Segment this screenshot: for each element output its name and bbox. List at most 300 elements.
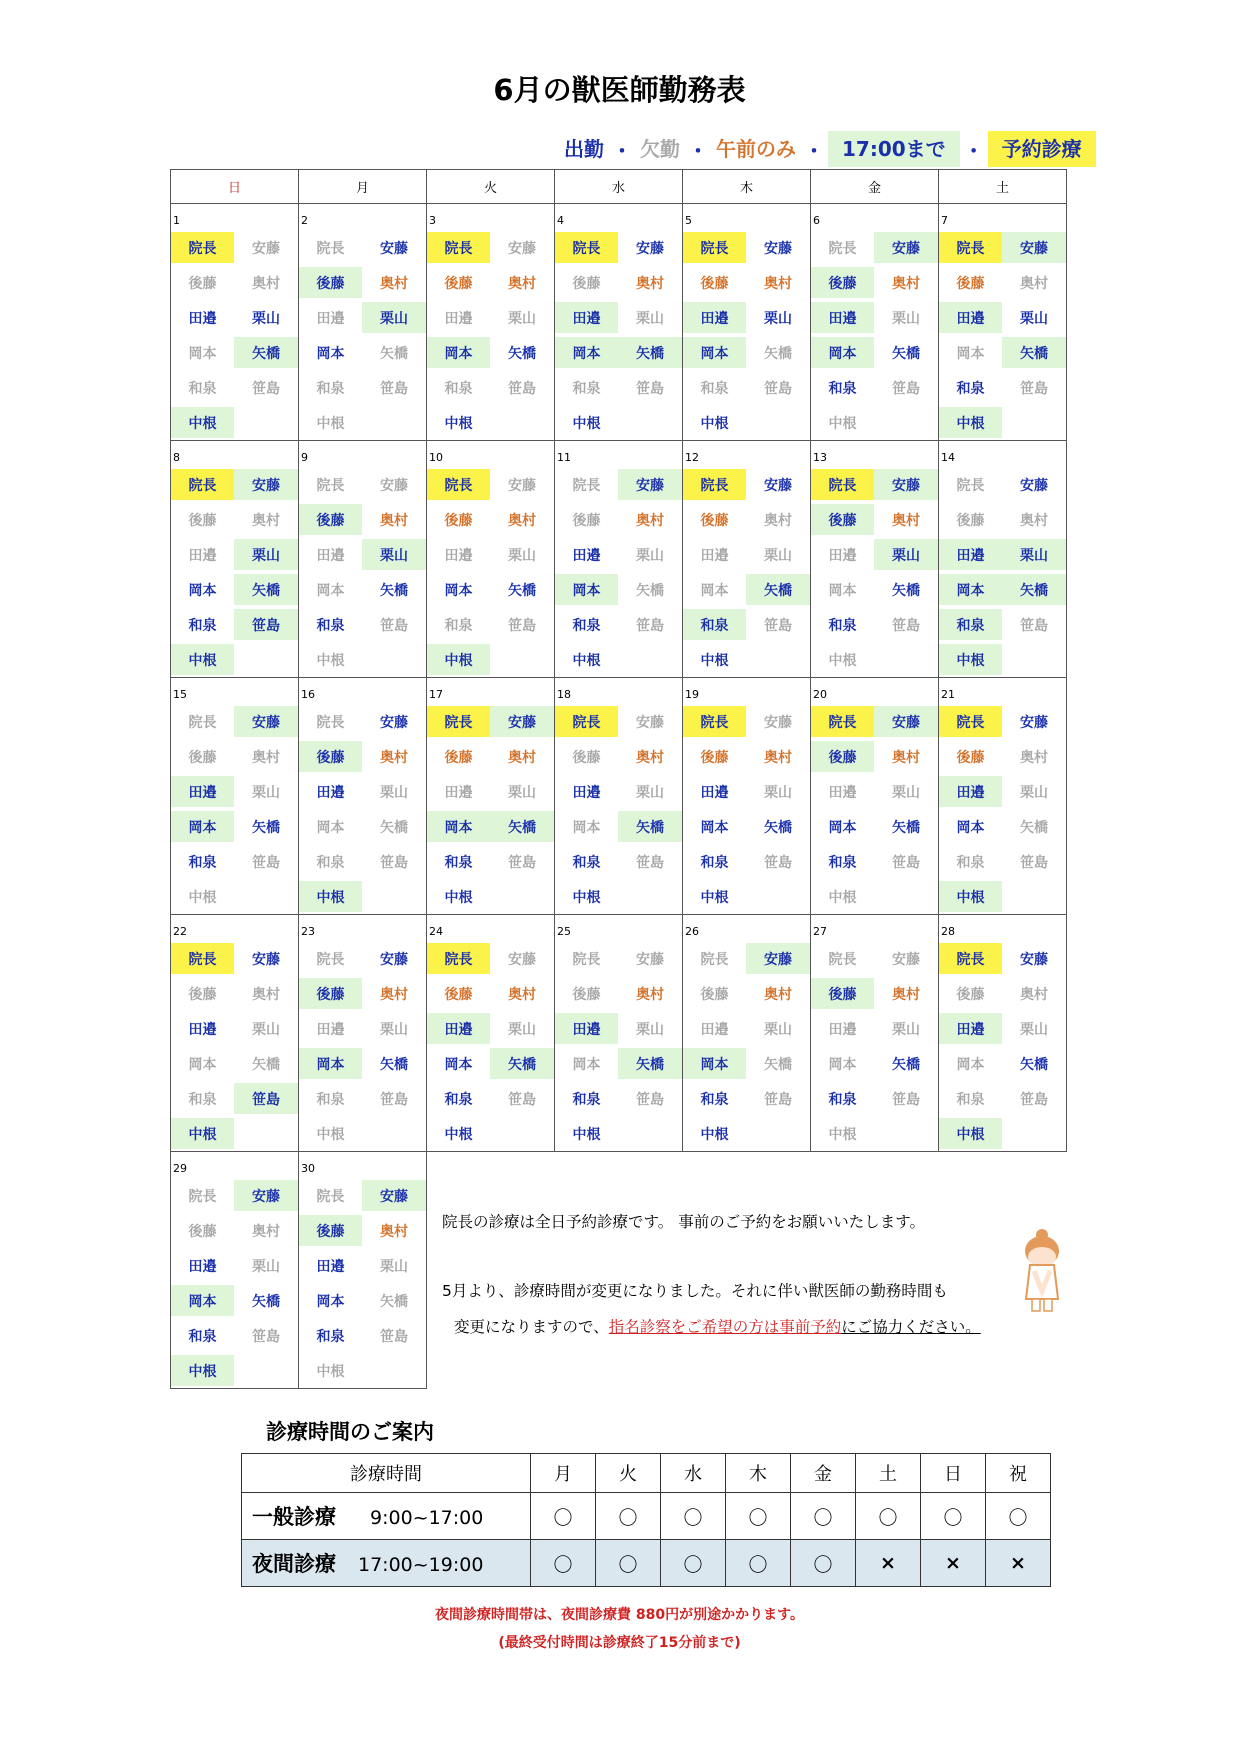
doctor-name: 矢橋 [380,345,408,362]
day-cell [939,441,1067,678]
doctor-name: 笹島 [1020,617,1048,634]
hours-day-header: 祝 [986,1454,1051,1493]
doctor-name: 矢橋 [234,574,298,605]
day-number: 3 [429,214,436,227]
doctor-name: 後藤 [188,986,217,1003]
doctor-name: 中根 [444,1126,473,1143]
weekday-header: 金 [811,170,939,204]
hours-header-row [242,1454,1051,1493]
doctor-name: 笹島 [380,1091,408,1108]
doctor-name: 安藤 [636,714,664,731]
doctor-name: 奥村 [1020,749,1048,766]
hours-day-header: 木 [726,1454,791,1493]
hours-row-label [242,1540,531,1587]
doctor-name: 栗山 [636,1021,664,1038]
day-cell [299,1152,427,1389]
doctor-name: 岡本 [555,574,618,605]
doctor-name: 後藤 [700,749,729,766]
doctor-name: 笹島 [252,854,280,871]
doctor-name: 栗山 [252,310,280,327]
doctor-name: 奥村 [252,986,280,1003]
doctor-name: 安藤 [1002,232,1066,263]
doctor-name: 奥村 [380,512,408,529]
doctor-name: 岡本 [811,337,874,368]
doctor-name: 奥村 [636,512,664,529]
day-number: 25 [557,925,571,938]
hours-row-label [242,1493,531,1540]
doctor-name: 後藤 [188,1223,217,1240]
day-cell [299,441,427,678]
doctor-name: 安藤 [490,706,554,737]
day-cell [683,678,811,915]
open-mark: 〇 [726,1540,791,1587]
doctor-name: 笹島 [892,854,920,871]
doctor-name: 和泉 [700,1091,729,1108]
doctor-name: 奥村 [892,275,920,292]
weekday-header: 木 [683,170,811,204]
doctor-name: 笹島 [380,1328,408,1345]
doctor-name: 和泉 [444,854,473,871]
day-cell [683,915,811,1152]
doctor-name: 笹島 [508,1091,536,1108]
doctor-name: 矢橋 [252,1293,280,1310]
doctor-name: 岡本 [427,811,490,842]
calendar-week [171,1152,1067,1389]
open-mark: 〇 [596,1493,661,1540]
day-number: 4 [557,214,564,227]
closed-mark: × [921,1540,986,1587]
doctor-name: 和泉 [444,1091,473,1108]
doctor-name: 和泉 [316,854,345,871]
doctor-name: 和泉 [956,1091,985,1108]
doctor-name: 岡本 [828,1056,857,1073]
doctor-name: 中根 [939,644,1002,675]
doctor-name: 栗山 [380,1021,408,1038]
doctor-name: 笹島 [892,1091,920,1108]
doctor-name: 和泉 [572,1091,601,1108]
day-cell [939,678,1067,915]
doctor-name: 院長 [427,232,490,263]
legend-separator: ・ [688,138,708,163]
doctor-name: 笹島 [764,380,792,397]
doctor-name: 安藤 [746,943,810,974]
day-number: 20 [813,688,827,701]
doctor-name: 中根 [188,889,217,906]
doctor-name: 後藤 [572,512,601,529]
day-number: 26 [685,925,699,938]
doctor-name: 中根 [828,415,857,432]
doctor-name: 田邉 [316,310,345,327]
doctor-name: 院長 [811,469,874,500]
doctor-name: 中根 [700,652,729,669]
day-cell [427,678,555,915]
open-mark: 〇 [986,1493,1051,1540]
doctor-name: 岡本 [956,1056,985,1073]
doctor-name: 安藤 [380,240,408,257]
doctor-name: 院長 [316,714,345,731]
doctor-name: 和泉 [828,380,857,397]
day-cell [427,204,555,441]
doctor-name: 安藤 [380,477,408,494]
doctor-name: 安藤 [508,951,536,968]
doctor-name: 矢橋 [618,1048,682,1079]
day-number: 24 [429,925,443,938]
doctor-name: 矢橋 [1020,1056,1048,1073]
doctor-name: 岡本 [444,582,473,599]
doctor-name: 院長 [427,943,490,974]
doctor-name: 和泉 [683,609,746,640]
doctor-name: 栗山 [636,310,664,327]
hours-header-label: 診療時間 [242,1454,531,1493]
open-mark: 〇 [921,1493,986,1540]
day-number: 16 [301,688,315,701]
hours-day-header: 日 [921,1454,986,1493]
doctor-name: 笹島 [508,380,536,397]
doctor-name: 後藤 [956,512,985,529]
legend-item: 午前のみ [716,137,796,161]
doctor-name: 岡本 [427,337,490,368]
doctor-name: 田邉 [316,784,345,801]
doctor-name: 院長 [700,951,729,968]
doctor-name: 院長 [828,951,857,968]
doctor-name: 安藤 [508,240,536,257]
doctor-name: 院長 [555,706,618,737]
doctor-name: 後藤 [956,749,985,766]
service-time: 17:00~19:00 [358,1554,484,1576]
calendar-table [170,169,1067,1389]
doctor-name: 田邉 [444,784,473,801]
doctor-name: 奥村 [1020,275,1048,292]
day-number: 18 [557,688,571,701]
doctor-name: 和泉 [828,854,857,871]
hours-day-header: 月 [531,1454,596,1493]
doctor-name: 岡本 [555,337,618,368]
doctor-name: 笹島 [508,617,536,634]
doctor-name: 矢橋 [764,345,792,362]
doctor-name: 奥村 [508,275,536,292]
doctor-name: 中根 [171,407,234,438]
doctor-name: 栗山 [764,310,792,327]
doctor-name: 奥村 [636,986,664,1003]
legend-item: 出勤 [564,137,604,161]
doctor-name: 和泉 [828,1091,857,1108]
doctor-name: 和泉 [316,380,345,397]
doctor-name: 院長 [939,706,1002,737]
doctor-name: 安藤 [1020,951,1048,968]
day-cell [555,678,683,915]
doctor-name: 栗山 [764,1021,792,1038]
hours-row [242,1540,1051,1587]
day-cell [555,915,683,1152]
day-number: 23 [301,925,315,938]
day-number: 29 [173,1162,187,1175]
doctor-name: 和泉 [444,617,473,634]
open-mark: 〇 [596,1540,661,1587]
doctor-name: 和泉 [572,854,601,871]
status-legend [560,131,1096,167]
doctor-name: 田邉 [444,310,473,327]
doctor-name: 中根 [572,889,601,906]
day-number: 11 [557,451,571,464]
doctor-name: 院長 [171,469,234,500]
doctor-name: 和泉 [316,617,345,634]
doctor-name: 安藤 [252,951,280,968]
doctor-name: 奥村 [380,1223,408,1240]
doctor-name: 後藤 [299,741,362,772]
doctor-name: 田邉 [188,1021,217,1038]
doctor-name: 安藤 [874,469,938,500]
day-cell [811,915,939,1152]
doctor-name: 笹島 [380,380,408,397]
doctor-name: 田邉 [828,784,857,801]
doctor-name: 矢橋 [380,582,408,599]
doctor-name: 笹島 [252,380,280,397]
service-name: 夜間診療 [252,1552,336,1576]
legend-item: 17:00まで [828,131,960,167]
doctor-name: 岡本 [316,1293,345,1310]
doctor-name: 田邉 [316,547,345,564]
doctor-name: 安藤 [892,951,920,968]
day-cell [299,204,427,441]
doctor-name: 和泉 [316,1091,345,1108]
doctor-name: 中根 [572,652,601,669]
doctor-name: 奥村 [892,986,920,1003]
day-cell [171,204,299,441]
doctor-name: 和泉 [939,609,1002,640]
doctor-name: 中根 [316,652,345,669]
day-number: 6 [813,214,820,227]
day-number: 2 [301,214,308,227]
doctor-name: 奥村 [636,749,664,766]
doctor-name: 栗山 [508,310,536,327]
day-cell [939,204,1067,441]
doctor-name: 後藤 [188,512,217,529]
doctor-name: 安藤 [234,469,298,500]
doctor-name: 中根 [171,1118,234,1149]
hours-day-header: 土 [856,1454,921,1493]
doctor-name: 中根 [171,644,234,675]
doctor-name: 安藤 [234,706,298,737]
doctor-name: 後藤 [811,504,874,535]
doctor-name: 栗山 [1020,784,1048,801]
doctor-name: 後藤 [299,267,362,298]
day-number: 21 [941,688,955,701]
doctor-name: 中根 [700,1126,729,1143]
doctor-name: 矢橋 [490,811,554,842]
calendar-week [171,441,1067,678]
doctor-name: 岡本 [316,819,345,836]
doctor-name: 中根 [316,1363,345,1380]
doctor-name: 奥村 [764,512,792,529]
doctor-name: 院長 [427,469,490,500]
doctor-name: 奥村 [508,749,536,766]
day-cell [171,915,299,1152]
doctor-name: 安藤 [636,240,664,257]
doctor-name: 田邉 [188,1258,217,1275]
service-time: 9:00~17:00 [370,1507,484,1529]
note-reservation: 院長の診療は全日予約診療です。 事前のご予約をお願いいたします。 [442,1213,925,1231]
doctor-name: 岡本 [188,1056,217,1073]
doctor-name: 後藤 [444,512,473,529]
doctor-name: 後藤 [299,978,362,1009]
doctor-name: 後藤 [188,275,217,292]
doctor-name: 田邉 [700,547,729,564]
doctor-name: 田邉 [555,302,618,333]
doctor-name: 矢橋 [1002,337,1066,368]
doctor-name: 後藤 [444,986,473,1003]
doctor-name: 安藤 [380,714,408,731]
doctor-name: 岡本 [188,582,217,599]
doctor-name: 安藤 [764,477,792,494]
doctor-name: 栗山 [508,784,536,801]
doctor-name: 栗山 [1020,1021,1048,1038]
doctor-name: 岡本 [956,819,985,836]
doctor-name: 安藤 [874,232,938,263]
doctor-name: 栗山 [362,302,426,333]
doctor-name: 和泉 [700,380,729,397]
doctor-name: 栗山 [892,310,920,327]
doctor-name: 田邉 [444,547,473,564]
doctor-name: 中根 [171,1355,234,1386]
day-cell [171,1152,299,1389]
doctor-name: 田邉 [188,310,217,327]
calendar-week [171,204,1067,441]
doctor-name: 矢橋 [234,337,298,368]
doctor-name: 矢橋 [1020,819,1048,836]
doctor-name: 田邉 [555,1013,618,1044]
doctor-name: 田邉 [171,776,234,807]
doctor-name: 後藤 [700,275,729,292]
doctor-name: 安藤 [252,240,280,257]
doctor-name: 和泉 [188,854,217,871]
doctor-name: 和泉 [444,380,473,397]
day-number: 30 [301,1162,315,1175]
doctor-name: 矢橋 [618,811,682,842]
doctor-name: 院長 [316,951,345,968]
open-mark: 〇 [661,1540,726,1587]
doctor-name: 後藤 [444,749,473,766]
doctor-name: 中根 [700,889,729,906]
doctor-name: 後藤 [811,978,874,1009]
doctor-name: 矢橋 [380,1293,408,1310]
day-number: 7 [941,214,948,227]
doctor-name: 岡本 [316,582,345,599]
doctor-name: 中根 [444,889,473,906]
day-cell [683,441,811,678]
day-number: 13 [813,451,827,464]
doctor-name: 岡本 [572,1056,601,1073]
doctor-name: 栗山 [1020,310,1048,327]
doctor-name: 矢橋 [1002,574,1066,605]
open-mark: 〇 [661,1493,726,1540]
day-number: 17 [429,688,443,701]
doctor-name: 笹島 [1020,1091,1048,1108]
doctor-name: 和泉 [188,1328,217,1345]
open-mark: 〇 [531,1540,596,1587]
day-number: 19 [685,688,699,701]
day-number: 1 [173,214,180,227]
doctor-name: 笹島 [764,1091,792,1108]
doctor-name: 院長 [828,240,857,257]
closed-mark: × [986,1540,1051,1587]
day-cell [811,678,939,915]
doctor-name: 田邉 [939,302,1002,333]
day-number: 8 [173,451,180,464]
doctor-name: 和泉 [956,380,985,397]
doctor-name: 後藤 [956,275,985,292]
hours-row [242,1493,1051,1540]
doctor-name: 田邉 [939,776,1002,807]
doctor-name: 栗山 [508,1021,536,1038]
doctor-name: 田邉 [828,547,857,564]
doctor-name: 笹島 [1020,854,1048,871]
doctor-name: 後藤 [700,986,729,1003]
doctor-name: 院長 [188,714,217,731]
doctor-name: 栗山 [892,784,920,801]
doctor-name: 院長 [171,943,234,974]
note-request-highlight: 指名診察をご希望の方は事前予約 [608,1318,842,1336]
doctor-name: 安藤 [1020,477,1048,494]
doctor-name: 田邉 [811,302,874,333]
doctor-name: 笹島 [380,854,408,871]
hours-title: 診療時間のご案内 [266,1420,434,1444]
day-number: 5 [685,214,692,227]
doctor-name: 中根 [939,407,1002,438]
doctor-name: 栗山 [380,1258,408,1275]
hours-day-header: 水 [661,1454,726,1493]
doctor-name: 奥村 [892,512,920,529]
doctor-name: 安藤 [764,240,792,257]
doctor-name: 笹島 [234,609,298,640]
doctor-name: 後藤 [572,749,601,766]
doctor-name: 和泉 [188,617,217,634]
doctor-name: 矢橋 [636,582,664,599]
doctor-name: 後藤 [444,275,473,292]
legend-item: 予約診療 [988,131,1096,167]
doctor-name: 岡本 [572,819,601,836]
doctor-name: 矢橋 [892,819,920,836]
weekday-header: 月 [299,170,427,204]
doctor-name: 岡本 [171,811,234,842]
day-number: 27 [813,925,827,938]
doctor-name: 安藤 [618,469,682,500]
note-request-pre: 変更になりますので、 [454,1318,609,1336]
doctor-name: 中根 [828,1126,857,1143]
doctor-name: 院長 [939,943,1002,974]
doctor-name: 栗山 [636,784,664,801]
doctor-name: 笹島 [234,1083,298,1114]
day-number: 14 [941,451,955,464]
doctor-name: 田邉 [939,1013,1002,1044]
day-cell [811,204,939,441]
doctor-name: 矢橋 [490,1048,554,1079]
doctor-name: 矢橋 [252,1056,280,1073]
doctor-name: 岡本 [171,1285,234,1316]
doctor-name: 中根 [939,881,1002,912]
doctor-name: 岡本 [444,1056,473,1073]
doctor-name: 笹島 [508,854,536,871]
doctor-name: 奥村 [252,749,280,766]
doctor-name: 田邉 [427,1013,490,1044]
doctor-name: 院長 [427,706,490,737]
open-mark: 〇 [531,1493,596,1540]
doctor-name: 院長 [939,232,1002,263]
doctor-name: 和泉 [188,380,217,397]
doctor-name: 後藤 [700,512,729,529]
note-change: 5月より、診療時間が変更になりました。それに伴い獣医師の勤務時間も [442,1282,948,1300]
legend-separator: ・ [963,138,984,163]
doctor-name: 矢橋 [746,574,810,605]
